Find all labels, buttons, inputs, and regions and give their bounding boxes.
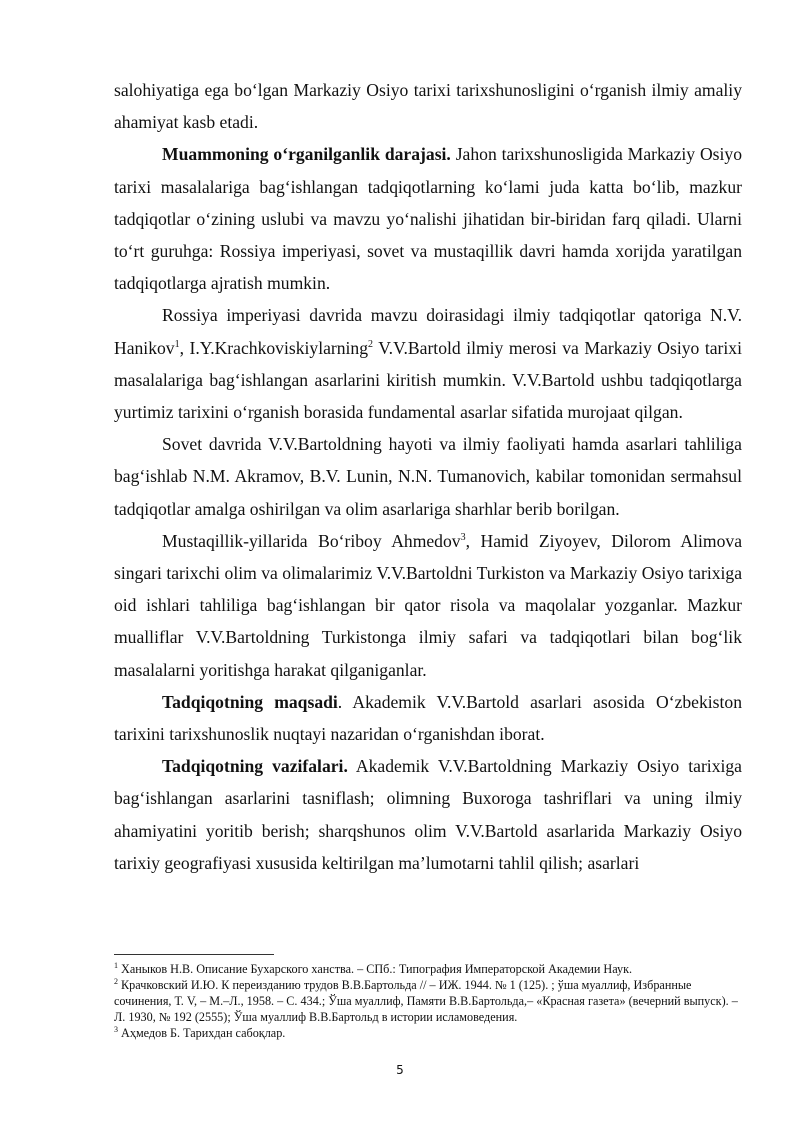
paragraph-text: Rossiya imperiyasi davrida mavzu doirasidagi ilmiy tadqiqotlar qatoriga N.V. Hanikov — [114, 305, 742, 358]
paragraph-tasks — [114, 750, 742, 879]
paragraph-text: Sovet davrida V.V.Bartoldning hayoti va ilmiy faoliyati hamda asarlari tahliliga bag‘ishlab N.M. Akramov, B.V. Lunin, N.N. Tumanovich, kabilar tomonidan sermahsul tadqiqotlar amalga oshirilgan va olim asarlariga sharhlar berib borilgan. — [114, 434, 742, 519]
footnote-number: 1 — [114, 960, 118, 970]
footnote-ref-1[interactable]: 1 — [174, 338, 180, 350]
paragraph-text: Akademik V.V.Bartoldning Markaziy Osiyo tarixiga bag‘ishlangan asarlarini tasniflash; olimning Buxoroga tashriflari va uning ilmiy ahamiyatini yoritib berish; sharqshunos olim V.V.Bartold asarlarida Markaziy Osiyo tarixiy geografiyasi xususida keltirilgan ma’lumotarni tahlil qilish; asarlari — [114, 756, 742, 873]
paragraph-goal — [114, 686, 742, 750]
document-body — [114, 74, 742, 879]
paragraph-text: salohiyatiga ega bo‘lgan Markaziy Osiyo tarixi tarixshunosligini o‘rganish ilmiy amaliy ahamiyat kasb etadi. — [114, 80, 742, 133]
footnote-1 — [114, 961, 742, 977]
paragraph-text: Mustaqillik-yillarida — [162, 530, 319, 551]
footnote-number: 3 — [114, 1024, 118, 1034]
footnote-ref-2[interactable]: 2 — [368, 338, 374, 350]
paragraph-intro — [114, 74, 742, 138]
paragraph-text: Jahon tarixshunosligida Markaziy Osiyo tarixi masalalariga bag‘ishlangan tadqiqotlarning ko‘lami juda katta bo‘lib, mazkur tadqiqotlar o‘zining uslubi va mavzu yo‘nalishi jihatidan bir-biridan farq qiladi. Ularni to‘rt guruhga: Rossiya imperiyasi, sovet va mustaqillik davri hamda xorijda yaratilgan tadqiqotlarga ajratish mumkin. — [114, 144, 742, 294]
paragraph-soviet — [114, 428, 742, 525]
paragraph-russian-empire — [114, 299, 742, 428]
footnote-number: 2 — [114, 976, 118, 986]
footnote-text: Ханыков Н.В. Описание Бухарского ханства. – СПб.: Типография Императорской Академии Наук. — [118, 962, 633, 976]
heading-goal: Tadqiqotning maqsadi — [162, 691, 338, 712]
footnote-divider — [114, 954, 274, 955]
footnote-2 — [114, 977, 742, 1025]
author-name: Bo‘riboy Ahmedov — [318, 530, 461, 551]
paragraph-text: , Hamid Ziyoyev, Dilorom Alimova singari tarixchi olim va olimalarimiz V.V.Bartoldni Turkiston va Markaziy Osiyo tarixiga oid ishlari tahliliga bag‘ishlangan bir qator risola va maqolalar yozganlar. Mazkur mualliflar V.V.Bartoldning Turkistonga ilmiy safari va tadqiqotlari bilan bog‘lik masalalarni yoritishga harakat qilganiganlar. — [114, 530, 742, 680]
footnotes-section — [114, 954, 742, 1041]
footnote-ref-3[interactable]: 3 — [460, 531, 466, 543]
paragraph-research-level — [114, 138, 742, 299]
paragraph-text: . Akademik V.V.Bartold asarlari asosida O‘zbekiston tarixini tarixshunoslik nuqtayi nazaridan o‘rganishdan iborat. — [114, 691, 742, 745]
page-number: 5 — [396, 1063, 404, 1077]
paragraph-text: , I.Y.Krachkoviskiylarning — [179, 337, 369, 358]
paragraph-independence — [114, 525, 742, 686]
footnote-3 — [114, 1025, 742, 1041]
footnote-text: Аҳмедов Б. Тарихдан сабоқлар. — [118, 1026, 286, 1040]
heading-tasks: Tadqiqotning vazifalari. — [162, 756, 348, 777]
heading-research-level: Muammoning o‘rganilganlik darajasi. — [162, 144, 451, 165]
footnote-text: Крачковский И.Ю. К переизданию трудов В.В.Бартольда // – ИЖ. 1944. № 1 (125). ; ўша муаллиф, Избранные сочинения, Т. V, – М.–Л., 1958. – С. 434.; Ўша муаллиф, Памяти В.В.Бартольда,– «Красная газета» (вечерний выпуск). – Л. 1930, № 192 (2555); Ўша муаллиф В.В.Бартольд в истории исламоведения. — [114, 978, 738, 1024]
paragraph-text: V.V.Bartold ilmiy merosi va Markaziy Osiyo tarixi masalalariga bag‘ishlangan asarlarini kiritish mumkin. V.V.Bartold ushbu tadqiqotlarga yurtimiz tarixini o‘rganish borasida fundamental asarlar sifatida murojaat qilgan. — [114, 337, 742, 423]
